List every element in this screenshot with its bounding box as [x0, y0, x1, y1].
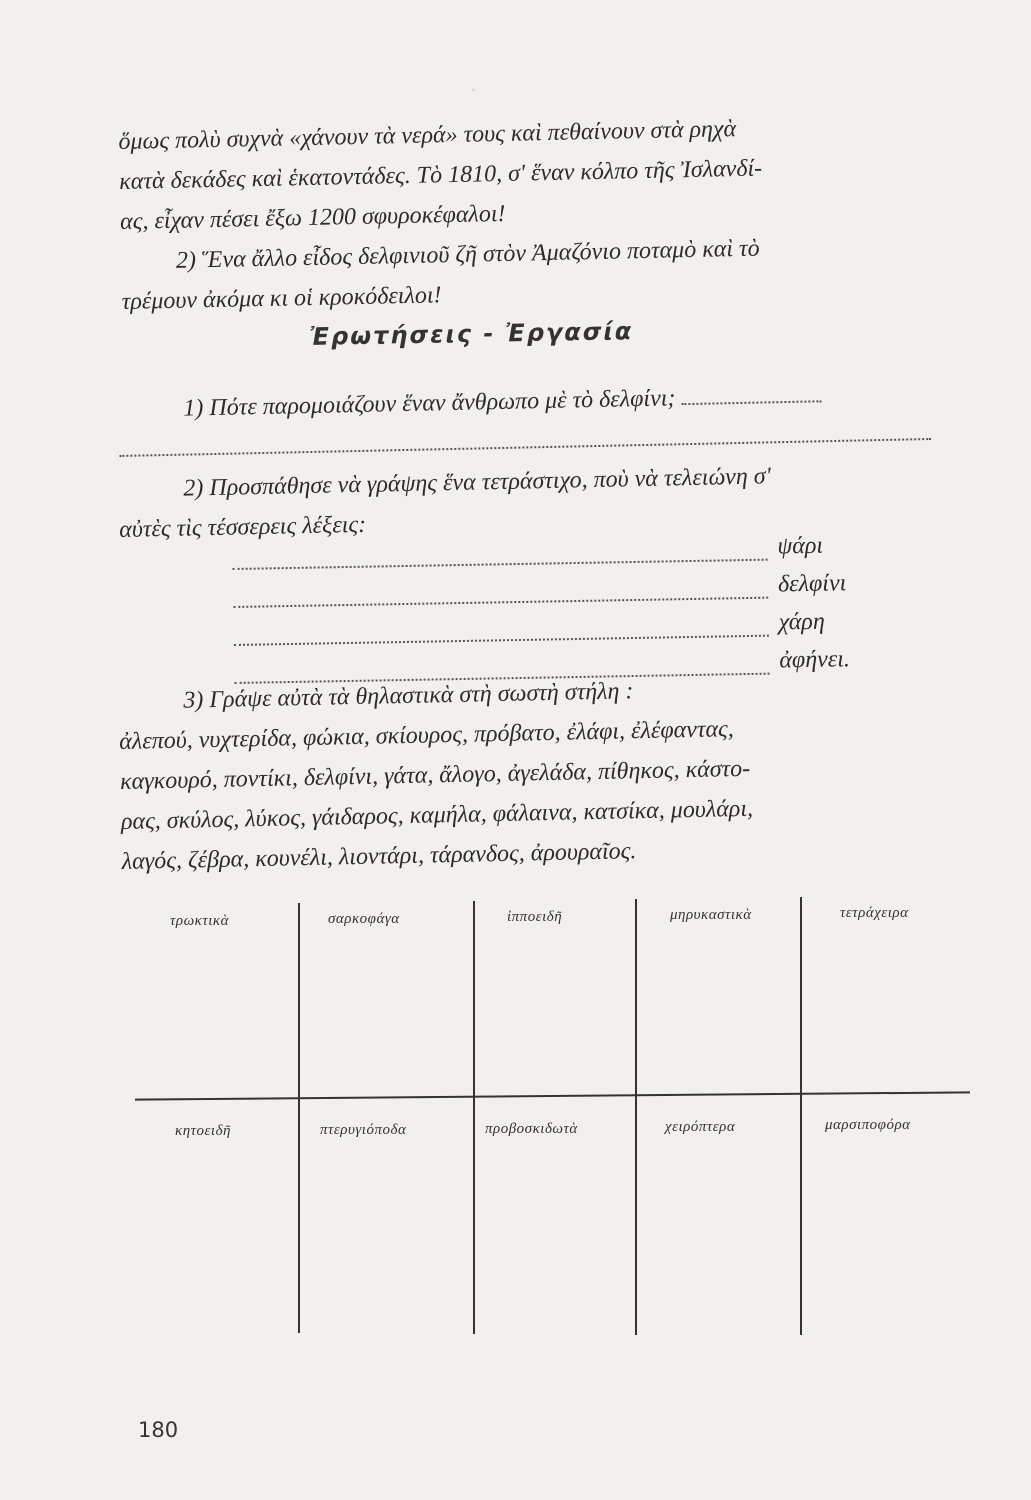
- column-header: χειρόπτερα: [665, 1119, 736, 1135]
- animal-list-line: ἀλεπού, νυχτερίδα, φώκια, σκίουρος, πρόβατο, ἐλάφι, ἐλέφαντας,: [118, 716, 735, 755]
- column-header: προβοσκιδωτὰ: [485, 1121, 578, 1137]
- animal-list-line: ρας, σκύλος, λύκος, γάιδαρος, καμήλα, φάλαινα, κατσίκα, μουλάρι,: [120, 795, 754, 835]
- column-header: κητοειδῆ: [175, 1123, 232, 1139]
- intro-line: ας, εἶχαν πέσει ἔξω 1200 σφυροκέφαλοι!: [119, 200, 506, 235]
- table-middle-rule: [135, 1091, 970, 1100]
- intro-line: κατὰ δεκάδες καὶ ἑκατοντάδες. Τὸ 1810, σ' ἕναν κόλπο τῆς Ἰσλανδί-: [118, 155, 763, 195]
- column-header: μαρσιποφόρα: [825, 1117, 911, 1133]
- quatrain-ending: δελφίνι: [777, 570, 847, 598]
- column-header: τετράχειρα: [840, 905, 909, 921]
- column-header: ἱπποειδῆ: [507, 909, 563, 925]
- column-header: μηρυκαστικὰ: [670, 907, 752, 923]
- column-header: πτερυγιόποδα: [320, 1122, 407, 1138]
- bleed-through-texture: ·: [470, 78, 476, 104]
- intro-line: ὅμως πολὺ συχνὰ «χάνουν τὰ νερά» τους καὶ πεθαίνουν στὰ ρηχὰ: [118, 116, 737, 155]
- page-number: 180: [138, 1418, 179, 1442]
- question-3: [118, 665, 957, 882]
- animal-list-line: καγκουρό, ποντίκι, δελφίνι, γάτα, ἄλογο, ἀγελάδα, πίθηκος, κάστο-: [119, 755, 751, 795]
- quatrain-ending: ἀφήνει.: [779, 646, 851, 674]
- question-1-text: 1) Πότε παρομοιάζουν ἕναν ἄνθρωπο μὲ τὸ δελφίνι;: [183, 385, 676, 422]
- quatrain-lines: [232, 520, 935, 684]
- column-divider: [298, 903, 300, 1333]
- quatrain-ending: ψάρι: [777, 532, 824, 560]
- quatrain-ending: χάρη: [778, 608, 825, 636]
- intro-line: 2) Ἕνα ἄλλο εἶδος δελφινιοῦ ζῆ στὸν Ἀμαζόνιο ποταμὸ καὶ τὸ: [175, 235, 760, 274]
- question-3-line: 3) Γράψε αὐτὰ τὰ θηλαστικὰ στὴ σωστὴ στήλη :: [183, 678, 634, 714]
- intro-line: τρέμουν ἀκόμα κι οἱ κροκόδειλοι!: [121, 282, 442, 315]
- animal-list-line: λαγός, ζέβρα, κουνέλι, λιοντάρι, τάρανδος, ἀρουραῖος.: [121, 838, 637, 875]
- question-2-line: 2) Προσπάθησε νὰ γράψης ἕνα τετράστιχο, ποὺ νὰ τελειώνη σ': [183, 463, 771, 502]
- column-divider: [473, 901, 475, 1334]
- section-heading: Ἐρωτήσεις - Ἐργασία: [309, 317, 634, 351]
- column-header: τρωκτικὰ: [170, 913, 229, 929]
- answer-line: [681, 380, 821, 405]
- column-divider: [635, 899, 637, 1335]
- column-divider: [800, 897, 802, 1335]
- question-2-line: αὐτὲς τὶς τέσσερεις λέξεις:: [118, 511, 367, 543]
- column-header: σαρκοφάγα: [328, 911, 400, 927]
- intro-paragraph: [118, 105, 957, 322]
- classification-table: [135, 895, 970, 1345]
